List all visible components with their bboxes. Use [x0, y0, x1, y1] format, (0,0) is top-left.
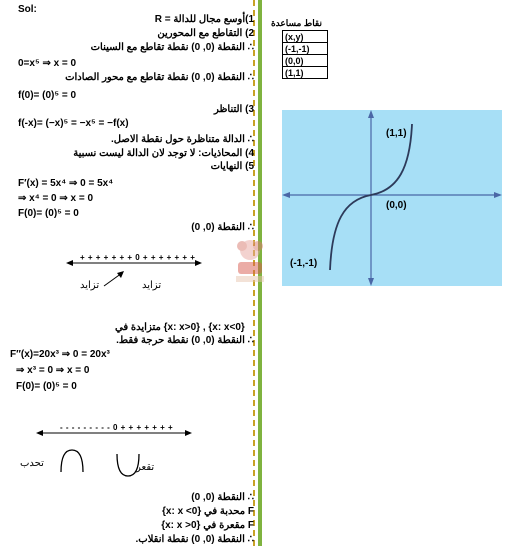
f-at-zero-1: F(0)= (0)⁵ = 0: [18, 208, 79, 219]
helper-points-table: [282, 30, 328, 79]
concave-down-label: تحدب: [20, 458, 44, 469]
step-intercepts: 2) التقاطع مع المحورين: [157, 28, 254, 39]
concave-up-label: تقعر: [136, 462, 155, 473]
function-graph: [282, 110, 502, 286]
sign-chart-first-derivative: + + + + + + + 0 + + + + + + +: [80, 253, 196, 262]
increasing-arrow-icon: [102, 270, 126, 288]
first-derivative-eq: F′(x) = 5x⁴ ⇒ 0 = 5x⁴: [18, 178, 114, 189]
watermark-logo-icon: [228, 236, 272, 288]
table-row: [283, 31, 328, 43]
increasing-label-left: تزايد: [80, 280, 100, 291]
symmetry-result: ∴ الدالة متناظرة حول نقطة الاصل.: [110, 134, 254, 145]
helper-points-title: نقاط مساعدة: [270, 18, 322, 28]
table-row: [283, 67, 328, 79]
y-axis-up-arrow: [368, 110, 374, 118]
step-symmetry: 3) التناظر: [213, 104, 254, 115]
x-axis-right-arrow: [494, 192, 502, 198]
symmetry-eq: f(-x)= (−x)⁵ = −x⁵ = −f(x): [18, 118, 129, 129]
inflection-point-label: ∴ النقطة (0, 0): [191, 492, 254, 503]
concave-down-interval: F محدبة في {x: x <0}: [162, 506, 254, 517]
critical-point-1: ∴ النقطة (0, 0): [191, 222, 254, 233]
point-label-neg1-neg1: (-1,-1): [290, 258, 318, 269]
sign-chart-second-derivative: - - - - - - - - - 0 + + + + + + +: [60, 423, 174, 432]
table-row: [283, 43, 328, 55]
step-asymptotes: 4) المحاذيات: لا توجد لان الدالة ليست نسبية: [73, 148, 254, 159]
increasing-intervals: متزايدة في {x: x>0} , {x: x<0}: [115, 322, 245, 333]
table-cell: (0,0): [283, 55, 328, 67]
sol-label: Sol:: [18, 4, 37, 15]
first-derivative-solve: ⇒ x⁴ = 0 ⇒ x = 0: [18, 193, 94, 204]
critical-point-only: ∴ النقطة (0, 0) نقطة حرجة فقط.: [116, 335, 254, 346]
concave-down-icon: [58, 448, 86, 474]
number-line-1: [66, 258, 202, 268]
x-intercept-eq: 0=x⁵ ⇒ x = 0: [18, 58, 77, 69]
increasing-label-right: تزايد: [142, 280, 162, 291]
second-derivative-solve: ⇒ x³ = 0 ⇒ x = 0: [16, 365, 90, 376]
table-cell: (x,y): [283, 31, 328, 43]
second-derivative-eq: F″(x)=20x³ ⇒ 0 = 20x³: [10, 349, 110, 360]
y-axis-down-arrow: [368, 278, 374, 286]
step-extrema: 5) النهايات: [210, 161, 254, 172]
y-intercept-text: ∴ النقطة (0, 0) نقطة تقاطع مع محور الصادات: [65, 72, 254, 83]
point-label-origin: (0,0): [386, 200, 407, 211]
concave-up-interval: F مقعرة في {x: x >0}: [161, 520, 254, 531]
table-cell: (-1,-1): [283, 43, 328, 55]
table-row: [283, 55, 328, 67]
step-domain: 1)أوسع مجال للدالة = R: [154, 14, 254, 25]
f-at-zero-2: F(0)= (0)⁵ = 0: [16, 381, 77, 392]
table-cell: (1,1): [283, 67, 328, 79]
x-intercept-text: ∴ النقطة (0, 0) نقطة تقاطع مع السينات: [90, 42, 254, 53]
number-line-2: [36, 428, 192, 438]
inflection-point-result: ∴ النقطة (0, 0) نقطة انقلاب.: [135, 534, 254, 545]
y-intercept-eq: f(0)= (0)⁵ = 0: [18, 90, 77, 101]
point-label-1-1: (1,1): [386, 128, 407, 139]
x-axis-left-arrow: [282, 192, 290, 198]
